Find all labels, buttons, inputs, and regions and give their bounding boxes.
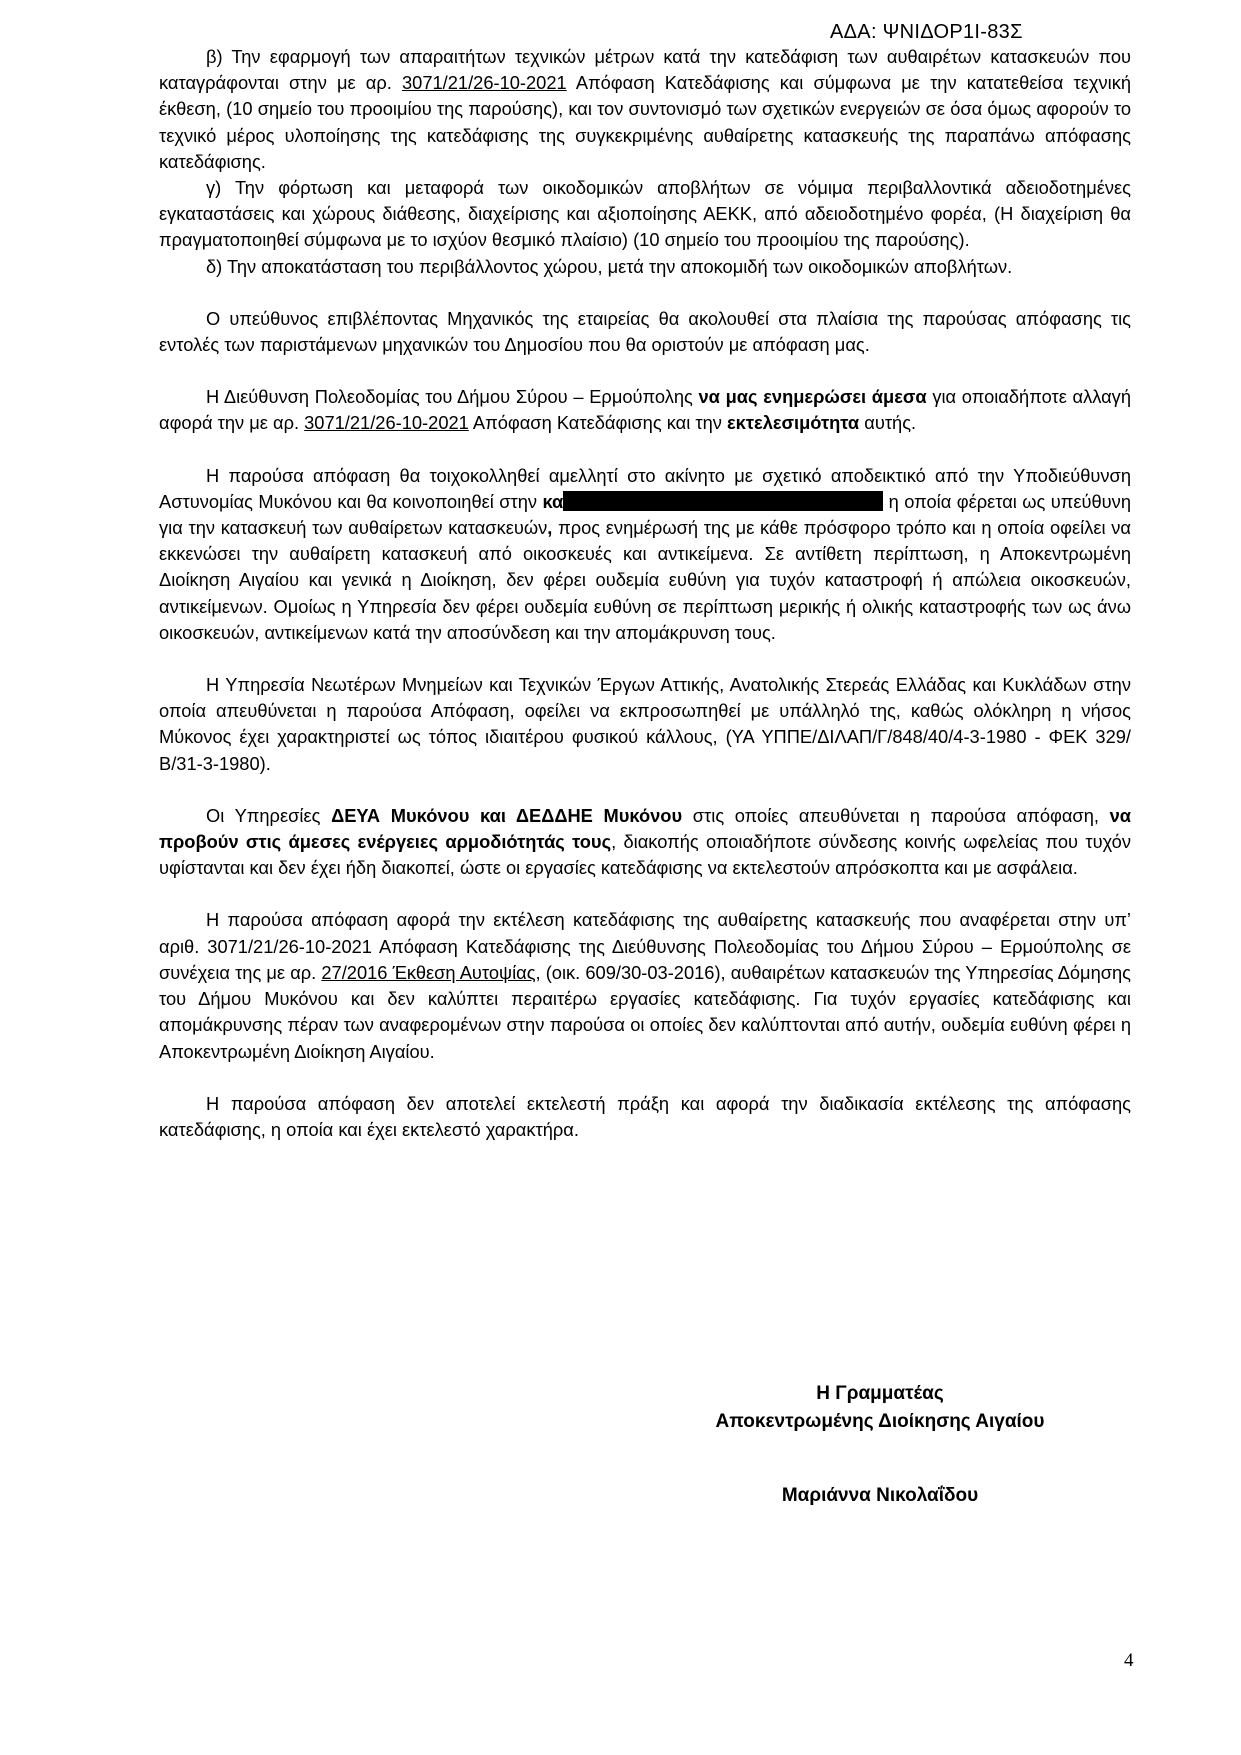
paragraph-text: αυτής.: [859, 412, 917, 434]
decision-reference: 3071/21/26-10-2021: [304, 412, 469, 434]
paragraph-spacer: [159, 280, 1131, 306]
paragraph-nonexec: Η παρούσα απόφαση δεν αποτελεί εκτελεστή πράξη και αφορά την διαδικασία εκτέλεσης της απόφασης κατεδάφισης, η οποία και έχει εκτελεστό χαρακτήρα.: [159, 1092, 1131, 1140]
paragraph-monuments: Η Υπηρεσία Νεωτέρων Μνημείων και Τεχνικών Έργων Αττικής, Ανατολικής Στερεάς Ελλάδας και Κυκλάδων στην οποία απευθύνεται η παρούσα Απόφαση, οφείλει να εκπροσωπηθεί με υπάλληλό της, καθώς ολόκληρη η νήσος Μύκονος έχει χαρακτηριστεί ως τόπος ιδιαιτέρου φυσικού κάλλους, (ΥΑ ΥΠΠΕ/ΔΙΛΑΠ/Γ/848/40/4-3-1980 - ΦΕΚ 329/Β/31-3-1980).: [159, 674, 1131, 774]
bold-text: να μας ενημερώσει άμεσα: [698, 386, 927, 408]
paragraph-spacer: [159, 881, 1131, 907]
document-body: [159, 44, 1131, 1143]
paragraph-scope: [159, 907, 1131, 1064]
paragraph-text: η οποία φέρεται ως υπεύθυνη για την κατασκευή των αυθαίρετων κατασκευών: [159, 490, 1131, 539]
signature-title: Η Γραμματέας: [816, 1383, 944, 1404]
paragraph-text: Απόφαση Κατεδάφισης και την: [468, 412, 727, 434]
ada-code: ΑΔΑ: ΨΝΙΔΟΡ1Ι-83Σ: [830, 21, 1023, 43]
bold-text: να προβούν στις άμεσες ενέργειες αρμοδιότητάς τους: [159, 804, 1131, 853]
bold-text: ΔΕΥΑ Μυκόνου και ΔΕΔΔΗΕ Μυκόνου: [331, 804, 683, 826]
bold-text: κα: [542, 490, 564, 512]
decision-reference: 3071/21/26-10-2021: [402, 72, 567, 94]
paragraph-posting: [159, 463, 1131, 646]
signatory-name: Μαριάννα Νικολαΐδου: [781, 1485, 979, 1506]
paragraph-beta: [159, 44, 1131, 175]
paragraph-spacer: [159, 358, 1131, 384]
paragraph-spacer: [159, 777, 1131, 803]
signature-authority: Αποκεντρωμένης Διοίκησης Αιγαίου: [715, 1411, 1045, 1432]
paragraph-text: στις οποίες απευθύνεται η παρούσα απόφαση,: [682, 804, 1110, 826]
paragraph-directorate: [159, 384, 1131, 436]
paragraph-spacer: [159, 1065, 1131, 1091]
paragraph-text: Η Διεύθυνση Πολεοδομίας του Δήμου Σύρου – Ερμούπολης: [206, 386, 699, 408]
page-number: 4: [1124, 1650, 1134, 1671]
paragraph-delta: δ) Την αποκατάσταση του περιβάλλοντος χώρου, μετά την αποκομιδή των οικοδομικών αποβλήτων.: [206, 255, 1013, 277]
paragraph-text: Οι Υπηρεσίες: [206, 804, 332, 826]
paragraph-engineer: Ο υπεύθυνος επιβλέποντας Μηχανικός της εταιρείας θα ακολουθεί στα πλαίσια της παρούσας απόφασης τις εντολές των παριστάμενων μηχανικών του Δημοσίου που θα οριστούν με απόφαση μας.: [159, 307, 1131, 356]
paragraph-text: (οικ. 609/30-03-2016), αυθαιρέτων κατασκευών της Υπηρεσίας Δόμησης του Δήμου Μυκόνου και δεν καλύπτει περαιτέρω εργασίες κατεδάφισης. Για τυχόν εργασίες κατεδάφισης και απομάκρυνσης πέραν των αναφερομένων στην παρούσα οι οποίες δεν καλύπτονται από αυτήν, ουδεμία ευθύνη φέρει η Αποκεντρωμένη Διοίκηση Αιγαίου.: [159, 961, 1131, 1062]
paragraph-text: β) Την εφαρμογή των απαραιτήτων τεχνικών μέτρων κατά την κατεδάφιση των αυθαιρέτων κατασκευών που καταγράφονται στην με αρ.: [159, 46, 1131, 94]
bold-text: εκτελεσιμότητα: [726, 412, 860, 434]
redacted-name-block: [563, 491, 883, 511]
paragraph-gamma: γ) Την φόρτωση και μεταφορά των οικοδομικών αποβλήτων σε νόμιμα περιβαλλοντικά αδειοδοτημένες εγκαταστάσεις και χώρους διάθεσης, διαχείρισης και αξιοποίησης ΑΕΚΚ, από αδειοδοτημένο φορέα, (Η διαχείριση θα πραγματοποιηθεί σύμφωνα με το ισχύον θεσμικό πλαίσιο) (10 σημείο του προοιμίου της παρούσης).: [159, 177, 1131, 251]
bold-text: ,: [547, 517, 553, 539]
inspection-reference: 27/2016 Έκθεση Αυτοψίας,: [321, 961, 541, 983]
paragraph-text: προς ενημέρωσή της με κάθε πρόσφορο τρόπο και η οποία οφείλει να εκκενώσει την αυθαίρετη κατασκευή από οικοσκευές και αντικείμενα. Σε αντίθετη περίπτωση, η Αποκεντρωμένη Διοίκηση Αιγαίου και γενικά η Διοίκηση, δεν φέρει ουδεμία ευθύνη για τυχόν καταστροφή ή απώλεια οικοσκευών, αντικείμενων. Ομοίως η Υπηρεσία δεν φέρει ουδεμία ευθύνη σε περίπτωση μερικής ή ολικής καταστροφής των ως άνω οικοσκευών, αντικείμενων κατά την αποσύνδεση και την απομάκρυνση τους.: [159, 517, 1131, 643]
paragraph-text: Η παρούσα απόφαση θα τοιχοκολληθεί αμελλητί στο ακίνητο με σχετικό αποδεικτικό από την Υποδιεύθυνση Αστυνομίας Μυκόνου και θα κοινοποιηθεί στην: [159, 464, 1131, 512]
paragraph-text: Η παρούσα απόφαση αφορά την εκτέλεση κατεδάφισης της αυθαίρετης κατασκευής που αναφέρεται στην υπ’ αριθ. 3071/21/26-10-2021 Απόφαση Κατεδάφισης της Διεύθυνσης Πολεοδομίας του Δήμου Σύρου – Ερμούπολης σε συνέχεια της με αρ.: [159, 909, 1131, 983]
paragraph-spacer: [159, 437, 1131, 463]
paragraph-text: Απόφαση Κατεδάφισης και σύμφωνα με την κατατεθείσα τεχνική έκθεση, (10 σημείο του προοιμίου της παρούσης), και τον συντονισμό των σχετικών ενεργειών σε όσα όμως αφορούν το τεχνικό μέρος υλοποίησης της κατεδάφισης της συγκεκριμένης αυθαίρετης κατασκευής της παραπάνω απόφασης κατεδάφισης.: [159, 72, 1131, 172]
paragraph-spacer: [159, 646, 1131, 672]
paragraph-utilities: [159, 803, 1131, 882]
paragraph-text: , διακοπής οποιαδήποτε σύνδεσης κοινής ωφελείας που τυχόν υφίστανται και δεν έχει ήδη διακοπεί, ώστε οι εργασίες κατεδάφισης να εκτελεστούν απρόσκοπτα και με ασφάλεια.: [159, 831, 1131, 879]
paragraph-text: για οποιαδήποτε αλλαγή αφορά την με αρ.: [159, 386, 1131, 434]
